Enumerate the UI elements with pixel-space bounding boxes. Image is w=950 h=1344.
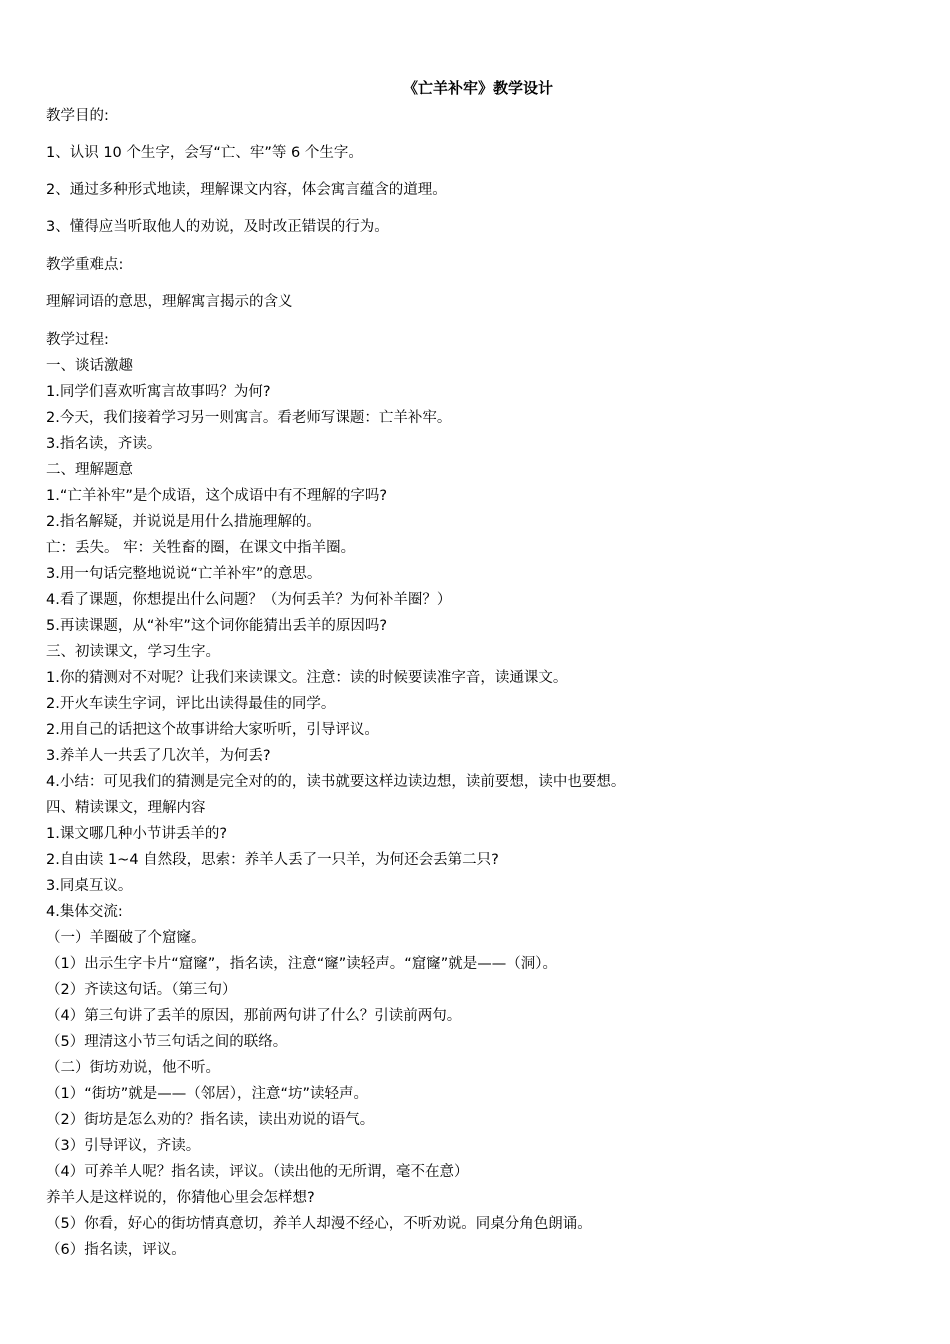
paragraph-line: 亡：丢失。 牢：关牲畜的圈，在课文中指羊圈。: [46, 540, 356, 556]
paragraph-line: 2.开火车读生字词，评比出读得最佳的同学。: [46, 696, 336, 712]
paragraph-line: （一）羊圈破了个窟窿。: [46, 930, 206, 946]
paragraph-line: 养羊人是这样说的，你猜他心里会怎样想?: [46, 1190, 315, 1206]
paragraph-line: （1）出示生字卡片“窟窿”，指名读，注意“窿”读轻声。“窟窿”就是——（洞）。: [46, 956, 558, 972]
paragraph-line: 4.小结：可见我们的猜测是完全对的的，读书就要这样边读边想，读前要想，读中也要想。: [46, 774, 626, 790]
paragraph-line: （4）可养羊人呢？指名读，评议。（读出他的无所谓，毫不在意）: [46, 1164, 469, 1180]
paragraph-line: 2.用自己的话把这个故事讲给大家听听，引导评议。: [46, 722, 379, 738]
section-heading: 四、精读课文，理解内容: [46, 800, 206, 816]
paragraph-line: （6）指名读，评议。: [46, 1242, 186, 1258]
paragraph-line: 3、懂得应当听取他人的劝说，及时改正错误的行为。: [46, 219, 389, 235]
paragraph-line: 1.同学们喜欢听寓言故事吗？为何?: [46, 384, 271, 400]
section-heading: 三、初读课文，学习生字。: [46, 644, 220, 660]
paragraph-line: （2）齐读这句话。（第三句）: [46, 982, 237, 998]
document-title: 《亡羊补牢》教学设计: [402, 79, 553, 97]
paragraph-line: 2、通过多种形式地读，理解课文内容，体会寓言蕴含的道理。: [46, 182, 447, 198]
section-heading: 教学重难点:: [46, 257, 124, 273]
paragraph-line: 4.集体交流:: [46, 904, 123, 920]
section-heading: 教学过程:: [46, 332, 109, 348]
paragraph-line: 4.看了课题，你想提出什么问题？（为何丢羊？为何补羊圈？）: [46, 592, 452, 608]
paragraph-line: （5）理清这小节三句话之间的联络。: [46, 1034, 288, 1050]
paragraph-line: 3.用一句话完整地说说“亡羊补牢”的意思。: [46, 566, 322, 582]
section-heading: 一、谈话激趣: [46, 358, 133, 374]
paragraph-line: （二）街坊劝说，他不听。: [46, 1060, 220, 1076]
section-heading: 二、理解题意: [46, 462, 133, 478]
paragraph-line: （3）引导评议，齐读。: [46, 1138, 201, 1154]
paragraph-line: 3.同桌互议。: [46, 878, 133, 894]
paragraph-line: 2.今天，我们接着学习另一则寓言。看老师写课题：亡羊补牢。: [46, 410, 452, 426]
paragraph-line: 3.养羊人一共丢了几次羊，为何丢?: [46, 748, 271, 764]
paragraph-line: （4）第三句讲了丢羊的原因，那前两句讲了什么？引读前两句。: [46, 1008, 462, 1024]
paragraph-line: 2.指名解疑，并说说是用什么措施理解的。: [46, 514, 321, 530]
paragraph-line: （2）街坊是怎么劝的？指名读，读出劝说的语气。: [46, 1112, 375, 1128]
paragraph-line: 1、认识 10 个生字，会写“亡、牢”等 6 个生字。: [46, 145, 363, 161]
paragraph-line: 3.指名读，齐读。: [46, 436, 162, 452]
paragraph-line: 2.自由读 1~4 自然段，思索：养羊人丢了一只羊，为何还会丢第二只?: [46, 852, 499, 868]
paragraph-line: 1.课文哪几种小节讲丢羊的?: [46, 826, 228, 842]
paragraph-line: 理解词语的意思，理解寓言揭示的含义: [46, 294, 293, 310]
paragraph-line: 1.“亡羊补牢”是个成语，这个成语中有不理解的字吗?: [46, 488, 388, 504]
paragraph-line: 1.你的猜测对不对呢？让我们来读课文。注意：读的时候要读准字音，读通课文。: [46, 670, 568, 686]
section-heading: 教学目的:: [46, 108, 109, 124]
paragraph-line: （1）“街坊”就是——（邻居），注意“坊”读轻声。: [46, 1086, 369, 1102]
paragraph-line: 5.再读课题，从“补牢”这个词你能猜出丢羊的原因吗?: [46, 618, 388, 634]
paragraph-line: （5）你看，好心的街坊情真意切，养羊人却漫不经心，不听劝说。同桌分角色朗诵。: [46, 1216, 592, 1232]
